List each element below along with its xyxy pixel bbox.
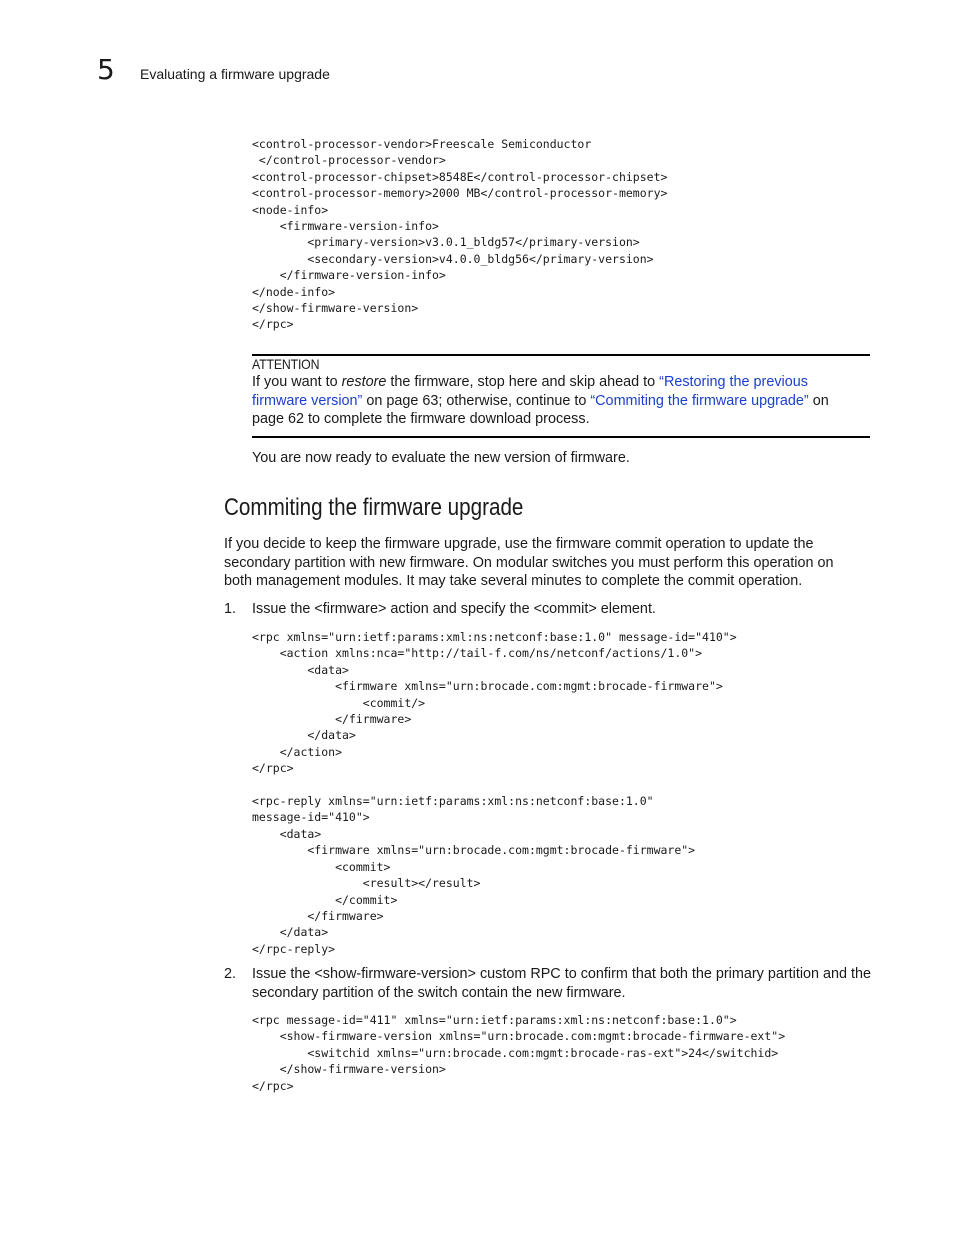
step-2-number: 2. xyxy=(224,966,237,982)
chapter-number: 5 xyxy=(97,53,115,86)
step-1-text: Issue the <firmware> action and specify the <commit> element. xyxy=(252,601,656,617)
section-heading: Commiting the firmware upgrade xyxy=(224,494,524,521)
attention-text-4: on page 62 to complete the firmware download process. xyxy=(252,392,829,428)
attention-note xyxy=(252,373,864,429)
step-2-code-block: <rpc message-id="411" xmlns="urn:ietf:params:xml:ns:netconf:base:1.0"> <show-firmware-version xmlns="urn:brocade.com:mgmt:brocade-firmware-ext"> <switchid xmlns="urn:brocade.com:mgmt:brocade-ras-ext">24</switchid> </show-firmware-version> </rpc> xyxy=(252,1013,786,1093)
attention-text-3: on page 63; otherwise, continue to xyxy=(362,392,591,409)
link-restoring-previous-firmware[interactable]: “Restoring the previous firmware version” xyxy=(252,374,808,409)
link-commiting-firmware-upgrade[interactable]: “Commiting the firmware upgrade” xyxy=(590,392,809,409)
attention-text-2: the firmware, stop here and skip ahead to xyxy=(386,374,660,390)
step-1-code-block: <rpc xmlns="urn:ietf:params:xml:ns:netconf:base:1.0" message-id="410"> <action xmlns:nca="http://tail-f.com/ns/netconf/actions/1.0"> <data> <firmware xmlns="urn:brocade.com:mgmt:brocade-firmware"> <commit/> </firmware> </data> </action> </rpc> <rpc-reply xmlns="urn:ietf:params:xml:ns:netconf:base:1.0" message-id="410"> <data> <firmware xmlns="urn:brocade.com:mgmt:brocade-firmware"> <commit> <result></result> </commit> </firmware> </data> </rpc-reply> xyxy=(252,630,737,956)
section-intro-paragraph: If you decide to keep the firmware upgrade, use the firmware commit operation to update the secondary partition with new firmware. On modular switches you must perform this operation on both management modules. It may take several minutes to complete the commit operation. xyxy=(224,536,834,590)
step-1-number: 1. xyxy=(224,601,237,617)
attention-top-rule xyxy=(252,354,870,356)
step-2-text: Issue the <show-firmware-version> custom RPC to confirm that both the primary partition and the secondary partition of the switch contain the new firmware. xyxy=(252,966,872,1001)
attention-heading: ATTENTION xyxy=(252,356,320,372)
attention-bottom-rule xyxy=(252,436,870,438)
ready-paragraph: You are now ready to evaluate the new version of firmware. xyxy=(252,450,630,466)
attention-text-emphasis: restore xyxy=(341,374,387,390)
attention-text-1: If you want to xyxy=(252,374,342,390)
code-block-top: <control-processor-vendor>Freescale Semiconductor </control-processor-vendor> <control-processor-chipset>8548E</control-processor-chipset> <control-processor-memory>2000 MB</control-processor-memory> <node-info> <firmware-version-info> <primary-version>v3.0.1_bldg57</primary-version> <secondary-version>v4.0.0_bldg56</primary-version> </firmware-version-info> </node-info> </show-firmware-version> </rpc> xyxy=(252,137,668,332)
running-header-title: Evaluating a firmware upgrade xyxy=(140,66,330,82)
